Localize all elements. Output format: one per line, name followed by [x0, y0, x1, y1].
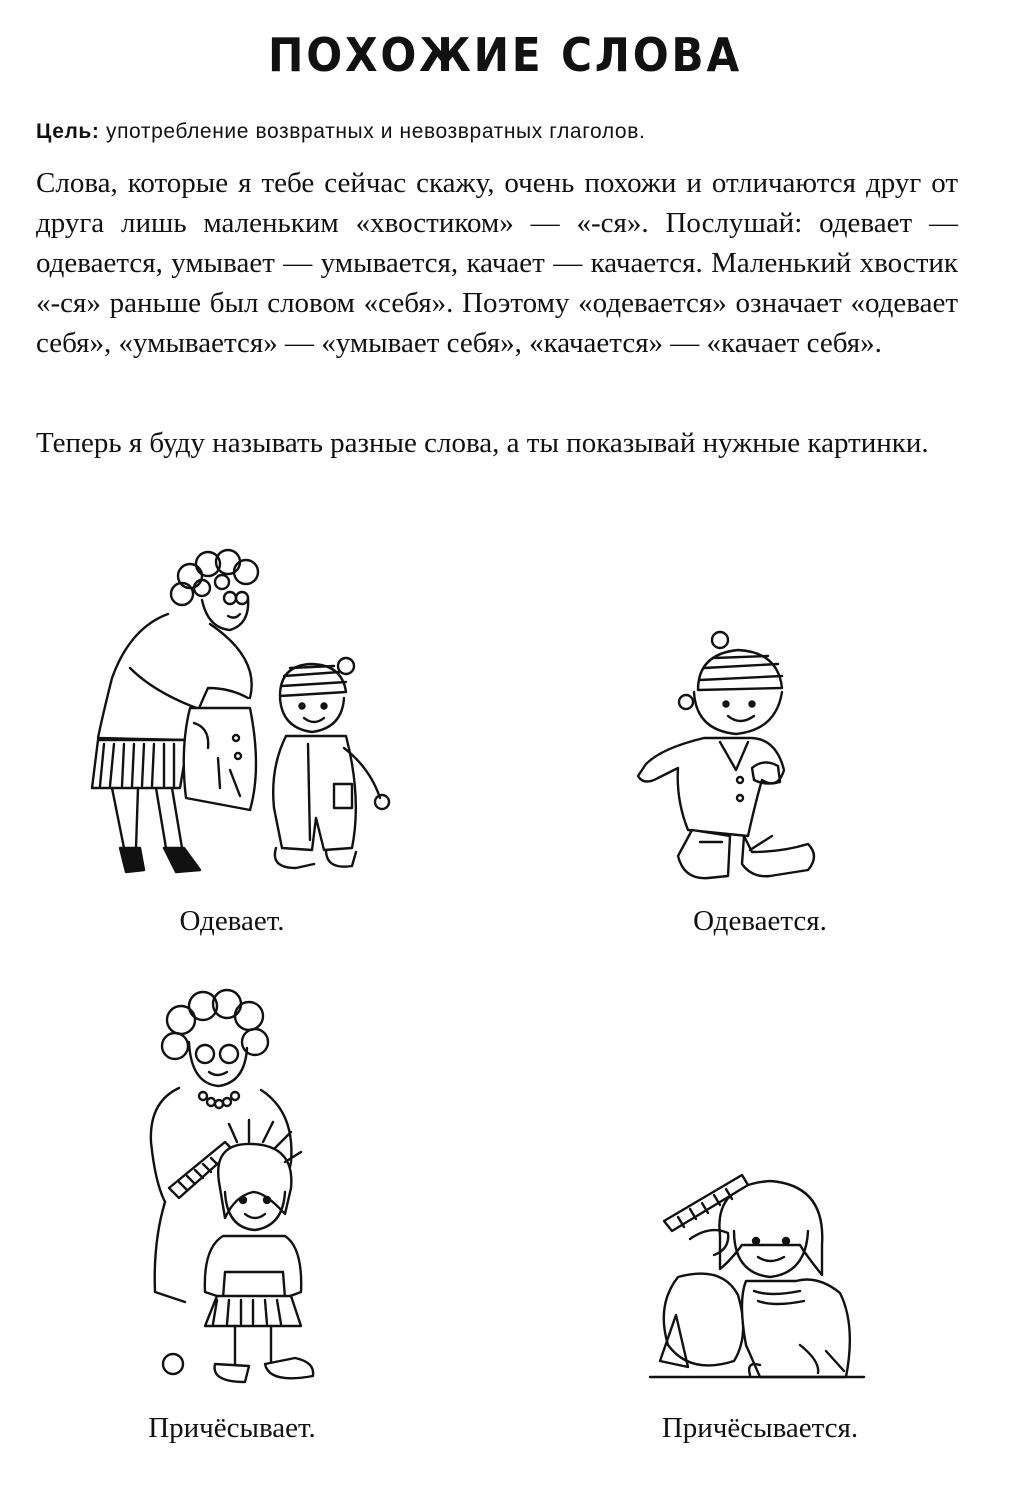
girl-combing-herself-illustration [650, 1165, 870, 1395]
page-title: ПОХОЖИЕ СЛОВА [268, 28, 742, 82]
curly-hair-icon [171, 550, 258, 605]
task-paragraph: Теперь я буду называть разные слова, а ты показывай нужные картинки. [36, 427, 929, 459]
goal-text: употребление возвратных и невозвратных глаголов. [105, 120, 646, 143]
boy-dressing-himself-illustration [632, 630, 832, 890]
grandmother-dressing-boy-illustration [90, 548, 400, 888]
curly-hair-icon [162, 990, 268, 1059]
caption-dresses: Одевает. [179, 905, 285, 937]
caption-combs-self: Причёсывается. [661, 1412, 859, 1444]
instruction-paragraph: Слова, которые я тебе сейчас скажу, очень похожи и отличаются друг от друга лишь маленьким «хвостиком» — «-ся». Послушай: одевает — одевается, умывает — умывается, качает — качается. Маленький хвостик «-ся» раньше был словом «себя». Поэтому «одевается» означает «одевает себя», «умывается» — «умывает себя», «качается» — «качает себя». [36, 167, 958, 359]
goal-line [36, 120, 976, 144]
grandmother-combing-girl-illustration [145, 992, 345, 1392]
caption-combs: Причёсывает. [148, 1412, 316, 1444]
goal-label: Цель: [36, 120, 100, 143]
caption-dresses-self: Одевается. [693, 905, 827, 937]
